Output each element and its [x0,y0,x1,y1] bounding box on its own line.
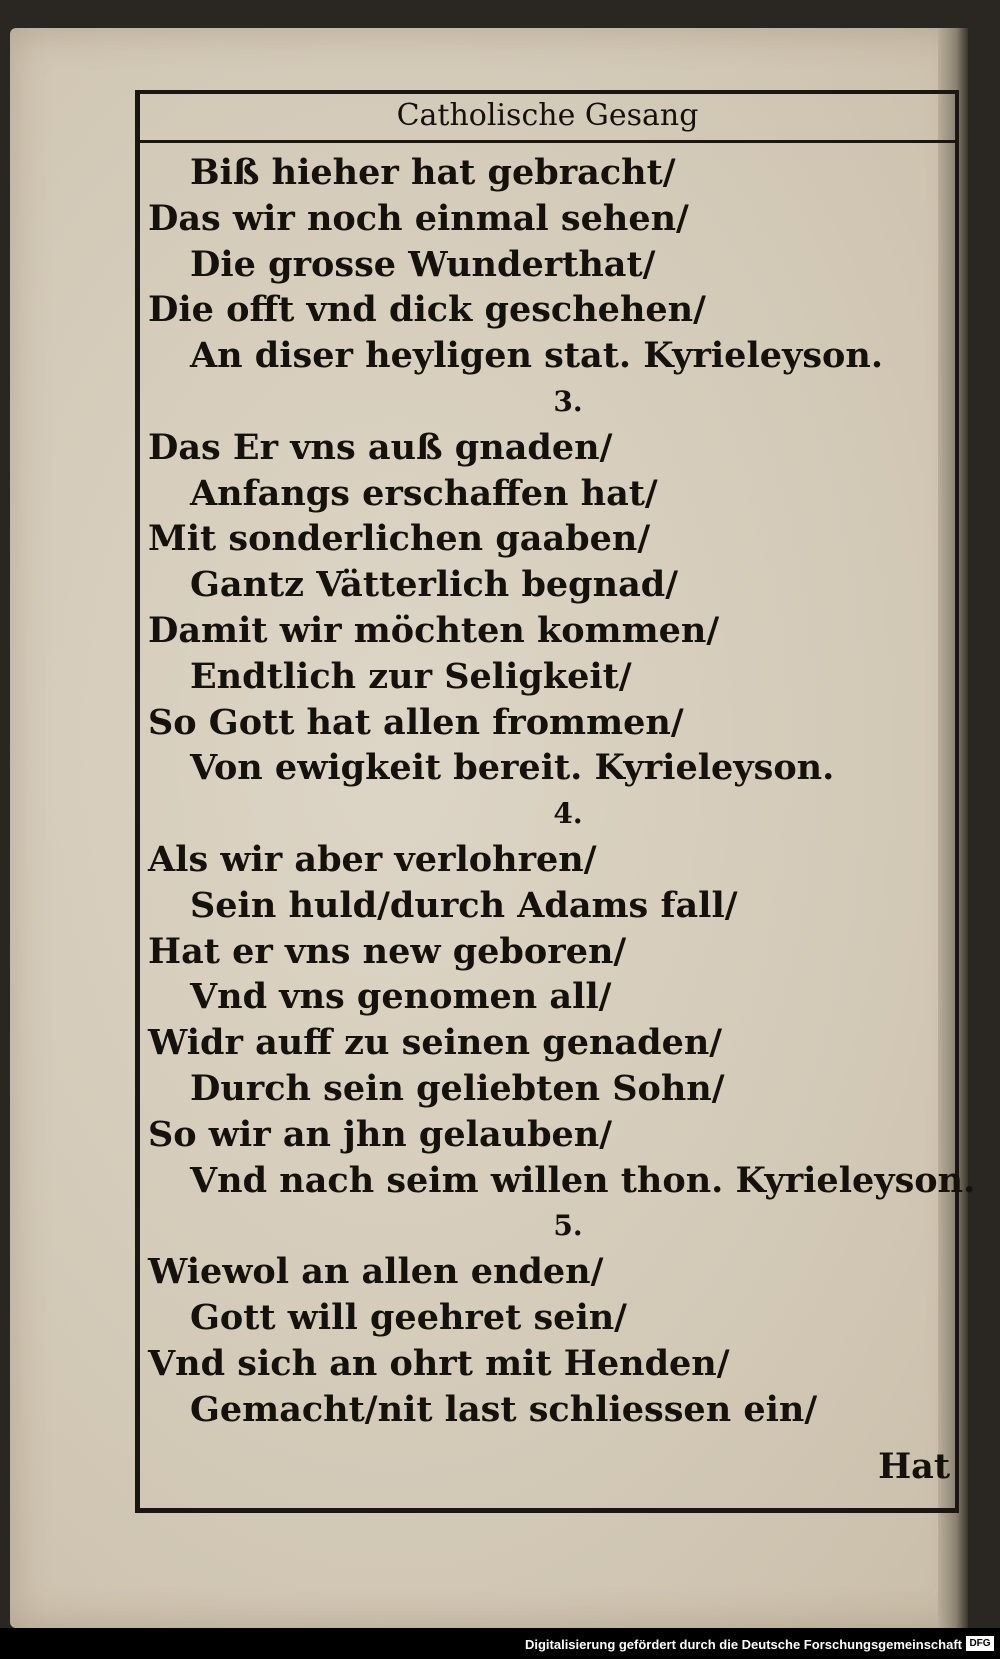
verse-line: Widr auff zu seinen genaden/ [148,1022,723,1064]
verse-line: An diser heyligen stat. Kyrieleyson. [190,335,884,377]
verse-line: Hat er vns new geboren/ [148,930,627,972]
footer-credit: Digitalisierung gefördert durch die Deutsche Forschungsgemeinschaft [524,1637,962,1652]
running-head: Catholische Gesang [396,98,699,133]
verse-line: Wiewol an allen enden/ [148,1251,604,1293]
verse-line: Von ewigkeit bereit. Kyrieleyson. [190,747,835,789]
frame-left-rule [135,92,140,1512]
frame-bottom-rule [135,1508,959,1513]
verse-line: Die offt vnd dick geschehen/ [148,289,706,331]
verse-line: Vnd sich an ohrt mit Henden/ [148,1342,730,1384]
verse-line: So Gott hat allen frommen/ [148,701,684,743]
frame-top-rule [135,90,959,94]
verse-line: Das wir noch einmal sehen/ [148,197,689,239]
digitization-footer [0,1628,1000,1659]
verse-line: Gott will geehret sein/ [190,1296,627,1338]
verse-line: Damit wir möchten kommen/ [148,609,720,651]
verse-line: Anfangs erschaffen hat/ [190,472,658,514]
verse-line: Gemacht/nit last schliessen ein/ [190,1388,818,1430]
verse-line: Vnd nach seim willen thon. Kyrieleyson. [190,1159,976,1201]
stanza-number: 3. [553,384,583,418]
verse-line: Vnd vns genomen all/ [190,976,612,1018]
verse-line: Durch sein geliebten Sohn/ [190,1067,725,1109]
verse-line: Mit sonderlichen gaaben/ [148,518,651,560]
verse-line: Biß hieher hat gebracht/ [190,152,676,193]
stanza-number: 5. [553,1209,583,1243]
frame-right-rule [955,92,959,1512]
running-head-rule [140,140,955,143]
verse-line: Die grosse Wunderthat/ [190,243,656,285]
verse-line: Als wir aber verlohren/ [148,838,597,880]
dfg-logo: DFG [966,1636,994,1651]
verse-line: Das Er vns auß gnaden/ [148,426,613,468]
catchword: Hat [878,1446,950,1487]
verse-line: Gantz Vätterlich begnad/ [190,564,679,606]
verse-line: Sein huld/durch Adams fall/ [190,884,738,926]
stanza-number: 4. [553,797,583,831]
hymn-text-block [148,150,976,1432]
verse-line: So wir an jhn gelauben/ [148,1113,613,1155]
verse-line: Endtlich zur Seligkeit/ [190,655,632,697]
